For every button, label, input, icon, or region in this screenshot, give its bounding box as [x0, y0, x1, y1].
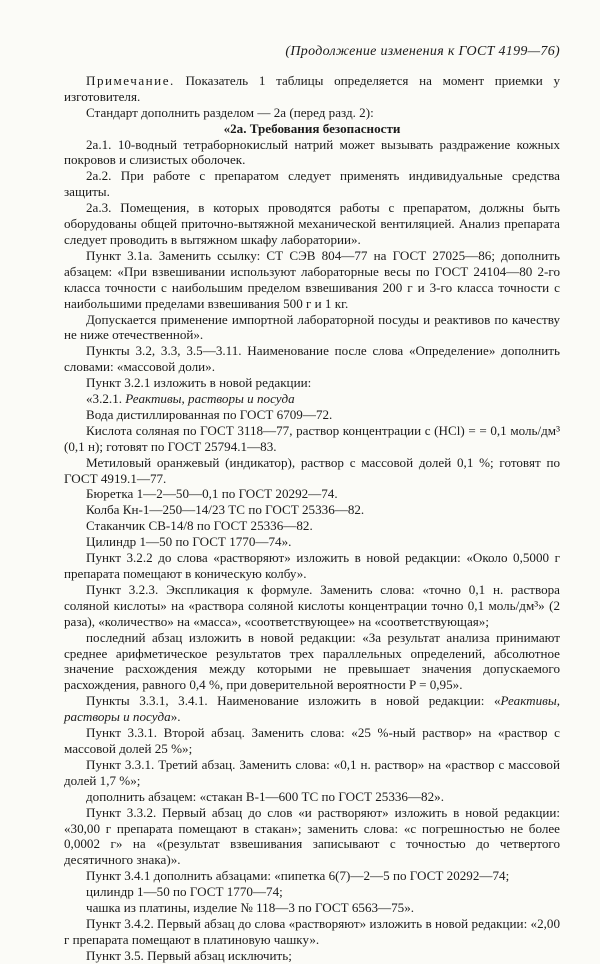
page-header: (Продолжение изменения к ГОСТ 4199—76): [285, 44, 560, 59]
item-cylinder-2: цилиндр 1—50 по ГОСТ 1770—74;: [86, 884, 283, 900]
para-last: последний абзац изложить в новой редакции: «За результат анализа принимают среднее арифметическое результатов трех параллельных определений, абсолютное значение расхождения между которыми не превышает значения допускаемого расхождения, равного 0,4 %, при доверительной вероятности P = 0,95».: [64, 629, 560, 693]
para-3-5: Пункт 3.5. Первый абзац исключить;: [86, 947, 292, 963]
item-cup: чашка из платины, изделие № 118—3 по ГОСТ 6563—75».: [86, 900, 415, 916]
para-3-3-1-third: Пункт 3.3.1. Третий абзац. Заменить слова: «0,1 н. раствор» на «раствор с массовой долей 1,7 %»;: [64, 756, 560, 788]
para-3-2-1-intro: Пункт 3.2.1 изложить в новой редакции:: [86, 375, 312, 391]
item-water: Вода дистиллированная по ГОСТ 6709—72.: [86, 406, 333, 422]
item-flask: Колба Кн-1—250—14/23 ТС по ГОСТ 25336—82.: [86, 502, 365, 518]
p331-a: Пункты 3.3.1, 3.4.1. Наименование изложить в новой редакции: «: [86, 693, 501, 709]
p331-c: ».: [170, 709, 181, 725]
para-3-1a: Пункт 3.1а. Заменить ссылку: СТ СЭВ 804—77 на ГОСТ 27025—86; дополнить абзацем: «При взвешивании используют лабораторные весы по ГОСТ 24104—80 2-го класса точности с наибольшим пределом взвешивания 200 г и 3-го класса точности с наибольшими пределами взвешивания 500 г и 1 кг.: [64, 247, 560, 311]
para-2a1: 2а.1. 10-водный тетраборнокислый натрий может вызывать раздражение кожных покровов и слизистых оболочек.: [64, 136, 560, 168]
para-3-2-1-title: [64, 391, 560, 407]
para-3-3-1-second: Пункт 3.3.1. Второй абзац. Заменить слова: «25 %-ный раствор» на «раствор с массовой долей 25 %»;: [64, 725, 560, 756]
item-glass: Стаканчик СВ-14/8 по ГОСТ 25336—82.: [86, 518, 313, 534]
para-3-2-2: Пункт 3.2.2 до слова «растворяют» изложить в новой редакции: «Около 0,5000 г препарата помещают в коническую колбу».: [64, 550, 560, 581]
item-acid: Кислота соляная по ГОСТ 3118—77, раствор концентрации с (HCl) = = 0,1 моль/дм³ (0,1 н); готовят по ГОСТ 25794.1—83.: [64, 422, 560, 454]
section-title: «2а. Требования безопасности: [223, 120, 401, 136]
para-3-3-1-name: [64, 693, 560, 725]
para-import: Допускается применение импортной лабораторной посуды и реактивов по качеству не ниже отечественной».: [64, 311, 560, 343]
para-3-4-2: Пункт 3.4.2. Первый абзац до слова «растворяют» изложить в новой редакции: «2,00 г препарата помещают в платиновую чашку».: [64, 915, 560, 947]
para-3-3-2: Пункт 3.3.2. Первый абзац до слов «и растворяют» изложить в новой редакции: «30,00 г препарата помещают в стакан»; заменить слова: «с погрешностью не более 0,0002 г» на «(результат взвешивания записывают с точностью до четвертого десятичного знака)».: [64, 804, 560, 868]
item-burette: Бюретка 1—2—50—0,1 по ГОСТ 20292—74.: [86, 486, 338, 502]
p331-b: Реактивы, растворы и посуда: [64, 693, 560, 725]
note-label: Примечание.: [86, 72, 175, 88]
para-add: дополнить абзацем: «стакан В-1—600 ТС по ГОСТ 25336—82».: [86, 788, 444, 804]
title-num: «3.2.1.: [86, 391, 126, 407]
note-paragraph: [64, 73, 560, 105]
item-cylinder: Цилиндр 1—50 по ГОСТ 1770—74».: [86, 534, 292, 550]
title-text: Реактивы, растворы и посуда: [125, 391, 295, 407]
para-2a2: 2а.2. При работе с препаратом следует применять индивидуальные средства защиты.: [64, 168, 560, 200]
item-methyl: Метиловый оранжевый (индикатор), раствор с массовой долей 0,1 %; готовят по ГОСТ 4919.1—77.: [64, 454, 560, 486]
para-3-2-3: Пункт 3.2.3. Экспликация к формуле. Заменить слова: «точно 0,1 н. раствора соляной кислоты» на «раствора соляной кислоты концентрации точно 0,1 моль/дм³» (2 раза), «количество» на «масса», «соответствующее» на «соответствующая»;: [64, 581, 560, 629]
standard-add: Стандарт дополнить разделом — 2а (перед разд. 2):: [86, 104, 374, 120]
para-points: Пункты 3.2, 3.3, 3.5—3.11. Наименование после слова «Определение» дополнить словами: «массовой доли».: [64, 343, 560, 375]
para-3-4-1: Пункт 3.4.1 дополнить абзацами: «пипетка 6(7)—2—5 по ГОСТ 20292—74;: [86, 868, 510, 884]
note-text: Показатель 1 таблицы определяется на момент приемки у изготовителя.: [64, 72, 560, 104]
para-2a3: 2а.3. Помещения, в которых проводятся работы с препаратом, должны быть оборудованы общей приточно-вытяжной механической вентиляцией. Анализ препарата следует проводить в вытяжном шкафу лаборатории».: [64, 200, 560, 247]
